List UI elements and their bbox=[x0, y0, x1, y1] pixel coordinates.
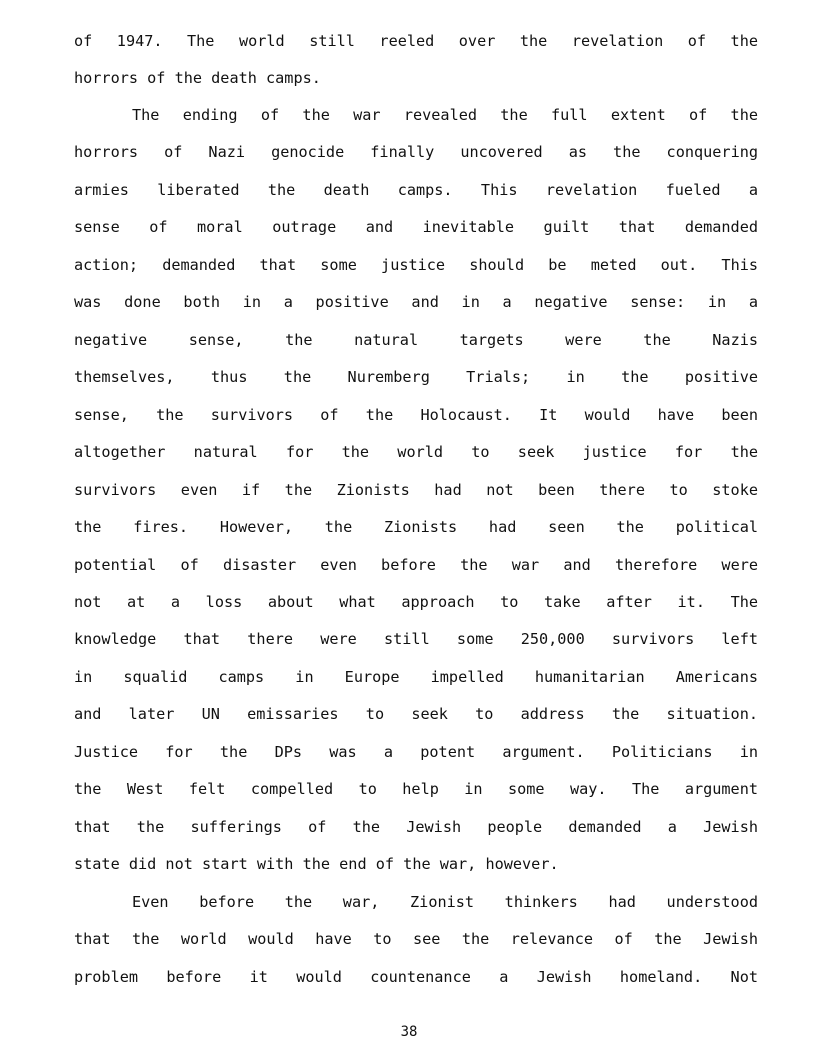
text-line: was done both in a positive and in a negative sense: in a bbox=[74, 293, 758, 311]
paragraph-first-line: The ending of the war revealed the full extent of the bbox=[132, 106, 758, 124]
text-line: action; demanded that some justice should be meted out. This bbox=[74, 256, 758, 274]
text-line: sense, the survivors of the Holocaust. It would have been bbox=[74, 406, 758, 424]
text-line: that the sufferings of the Jewish people demanded a Jewish bbox=[74, 818, 758, 836]
text-line: knowledge that there were still some 250,000 survivors left bbox=[74, 630, 758, 648]
text-line: problem before it would countenance a Jewish homeland. Not bbox=[74, 968, 758, 986]
text-line: armies liberated the death camps. This revelation fueled a bbox=[74, 181, 758, 199]
text-line: sense of moral outrage and inevitable guilt that demanded bbox=[74, 218, 758, 236]
text-line: survivors even if the Zionists had not been there to stoke bbox=[74, 481, 758, 499]
text-line: altogether natural for the world to seek justice for the bbox=[74, 443, 758, 461]
text-line: not at a loss about what approach to take after it. The bbox=[74, 593, 758, 611]
text-line: negative sense, the natural targets were the Nazis bbox=[74, 331, 758, 349]
text-line: horrors of Nazi genocide finally uncovered as the conquering bbox=[74, 143, 758, 161]
paragraph-first-line: Even before the war, Zionist thinkers had understood bbox=[132, 893, 758, 911]
page-number: 38 bbox=[400, 1024, 418, 1040]
text-line: the West felt compelled to help in some way. The argument bbox=[74, 780, 758, 798]
text-line: state did not start with the end of the war, however. bbox=[74, 855, 559, 873]
text-line: of 1947. The world still reeled over the revelation of the bbox=[74, 32, 758, 50]
text-line: in squalid camps in Europe impelled humanitarian Americans bbox=[74, 668, 758, 686]
text-line: and later UN emissaries to seek to address the situation. bbox=[74, 705, 758, 723]
text-line: that the world would have to see the relevance of the Jewish bbox=[74, 930, 758, 948]
text-line: themselves, thus the Nuremberg Trials; in the positive bbox=[74, 368, 758, 386]
text-line: the fires. However, the Zionists had seen the political bbox=[74, 518, 758, 536]
text-line: Justice for the DPs was a potent argument. Politicians in bbox=[74, 743, 758, 761]
text-line: potential of disaster even before the war and therefore were bbox=[74, 556, 758, 574]
text-line: horrors of the death camps. bbox=[74, 69, 321, 87]
